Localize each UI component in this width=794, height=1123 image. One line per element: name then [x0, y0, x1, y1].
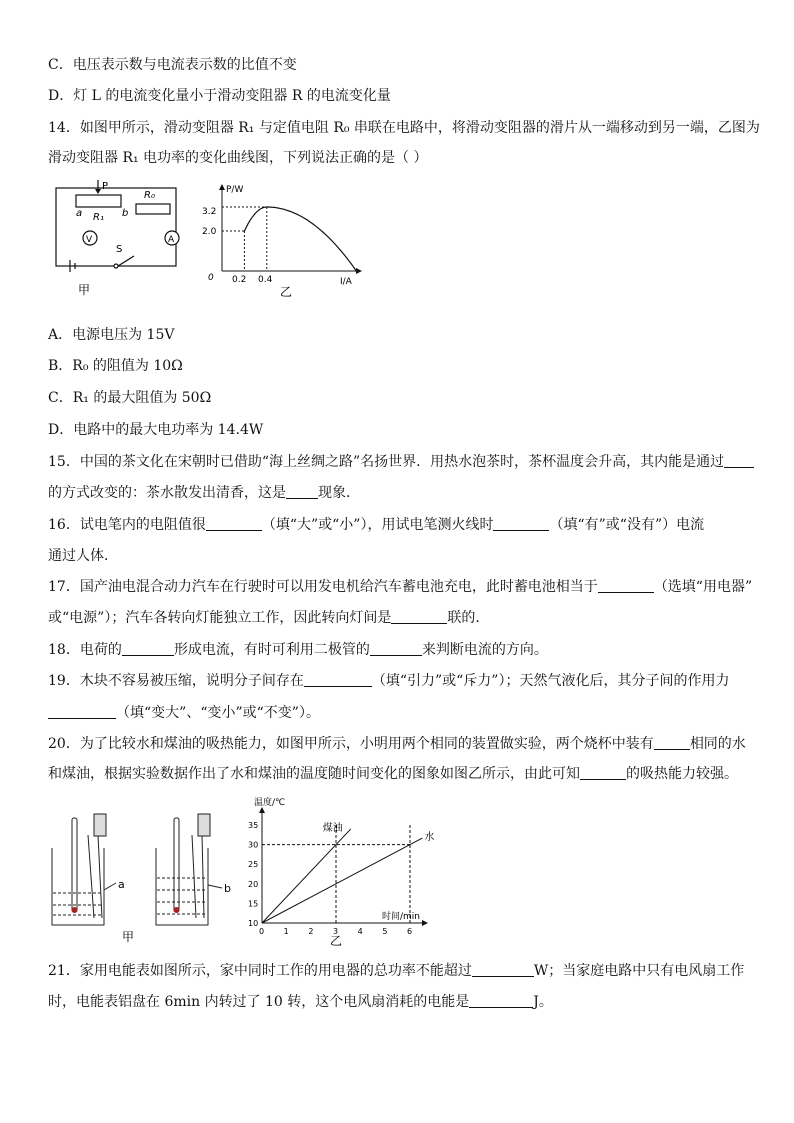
q17-text-d: 联的．	[447, 610, 490, 626]
q15-text-a: 15．中国的茶文化在宋朝时已借助“海上丝绸之路”名扬世界．用热水泡茶时，茶杯温度会升高，其内能是通过	[48, 454, 725, 470]
y-tick-label: 15	[248, 899, 259, 909]
beakers-caption: 甲	[122, 930, 135, 944]
caption-yi: 乙	[280, 285, 293, 299]
label-b: b	[122, 208, 129, 219]
x-tick-label: 4	[357, 927, 363, 936]
x-tick-0-4: 0.4	[258, 275, 273, 285]
y-tick-label: 25	[248, 860, 259, 870]
q21-text-d: J。	[533, 994, 553, 1010]
q15-blank-2[interactable]	[286, 484, 318, 499]
y-tick-3-2: 3.2	[202, 207, 217, 217]
q20-text-c: 和煤油，根据实验数据作出了水和煤油的温度随时间变化的图象如图乙所示，由此可知	[48, 766, 580, 782]
q15-text-c: 现象．	[318, 485, 360, 501]
q16-blank-1[interactable]	[206, 516, 262, 531]
x-tick-label: 0	[259, 927, 265, 936]
heater-b-head-icon	[198, 814, 210, 836]
q16-text-b: （填“大”或“小”），用试电笔测火线时	[261, 517, 494, 533]
q17-text-b: （选填“用电器”	[653, 579, 753, 595]
y-tick-label: 30	[248, 840, 259, 850]
beaker-b-label: b	[224, 882, 231, 895]
label-a: a	[76, 208, 83, 219]
q14-option-b: B．R₀ 的阻值为 10Ω	[48, 358, 183, 374]
pointer-b	[208, 885, 222, 888]
q14-option-d: D．电路中的最大电功率为 14.4W	[48, 422, 264, 438]
q15-text-b: 的方式改变的：茶水散发出清香，这是	[48, 485, 286, 501]
q18-line	[48, 641, 748, 659]
q16-text-c: （填“有”或“没有”）电流	[549, 517, 705, 533]
x-axis-label: I/A	[340, 277, 352, 287]
thermometer-a-icon	[72, 818, 77, 912]
q15-blank-1[interactable]	[724, 453, 754, 468]
q16-text-a: 16．试电笔内的电阻值很	[48, 517, 206, 533]
q17-line2	[48, 609, 748, 627]
label-p: P	[102, 181, 109, 192]
x-tick-0-2: 0.2	[232, 275, 247, 285]
q14-option-c: C．R₁ 的最大阻值为 50Ω	[48, 390, 212, 406]
q18-text-b: 形成电流，有时可利用二极管的	[173, 642, 370, 658]
q19-text-c: （填“变大”、“变小”或“不变”）。	[116, 705, 320, 721]
series-line-water	[262, 838, 422, 923]
q17-text-a: 17．国产油电混合动力汽车在行驶时可以用发电机给汽车蓄电池充电，此时蓄电池相当于	[48, 579, 598, 595]
q21-blank-2[interactable]	[469, 993, 533, 1008]
thermometer-a-bulb-icon	[72, 907, 78, 913]
x-tick-label: 6	[407, 927, 413, 936]
q19-line1	[48, 672, 748, 690]
q21-blank-1[interactable]	[472, 962, 534, 977]
q20-text-a: 20．为了比较水和煤油的吸热能力，如图甲所示，小明用两个相同的装置做实验，两个烧杯中装有	[48, 736, 654, 752]
q13-option-d: D．灯 L 的电流变化量小于滑动变阻器 R 的电流变化量	[48, 88, 391, 104]
switch-contact	[114, 264, 118, 268]
heater-a-head-icon	[94, 814, 106, 836]
y-tick-label: 10	[248, 919, 259, 928]
x-tick-label: 2	[308, 927, 314, 936]
heater-a-rod	[88, 835, 94, 918]
q19-text-b: （填“引力”或“斥力”）；天然气液化后，其分子间的作用力	[371, 673, 730, 689]
y-tick-label: 35	[248, 821, 259, 830]
power-curve	[244, 207, 356, 271]
q19-blank-1[interactable]	[304, 672, 372, 687]
y-tick-label: 20	[248, 879, 259, 889]
x-tick-label: 1	[283, 927, 289, 936]
q21-line1	[48, 962, 748, 980]
power-current-graph	[200, 180, 370, 300]
ammeter-label: A	[168, 235, 175, 245]
q18-blank-1[interactable]	[122, 641, 174, 656]
q19-blank-2[interactable]	[48, 704, 116, 719]
slider-arrow-icon	[95, 189, 101, 194]
q20-blank-2[interactable]	[580, 765, 626, 780]
q20-text-d: 的吸热能力较强。	[626, 766, 738, 782]
q14-stem-line1: 14．如图甲所示，滑动变阻器 R₁ 与定值电阻 R₀ 串联在电路中，将滑动变阻器的滑片从一端移动到另一端，乙图为	[48, 120, 760, 136]
pointer-a	[104, 883, 116, 890]
q20-line1	[48, 735, 748, 753]
q14-stem-line2: 滑动变阻器 R₁ 电功率的变化曲线图，下列说法正确的是（ ）	[48, 150, 428, 166]
q17-line1	[48, 578, 753, 596]
x-tick-label: 5	[382, 927, 388, 936]
q17-blank-1[interactable]	[598, 578, 654, 593]
series-label-kerosene: 煤油	[322, 822, 343, 834]
q16-line2: 通过人体．	[48, 548, 118, 564]
q13-option-c: C．电压表示数与电流表示数的比值不变	[48, 57, 297, 73]
resistor-r0	[136, 204, 170, 214]
voltmeter-label: V	[86, 235, 93, 245]
y-tick-2-0: 2.0	[202, 227, 217, 237]
q18-text-a: 18．电荷的	[48, 642, 122, 658]
q18-text-c: 来判断电流的方向。	[421, 642, 548, 658]
q21-text-b: W；当家庭电路中只有电风扇工作	[533, 963, 745, 979]
label-r0: R₀	[144, 190, 155, 201]
q21-line2	[48, 993, 748, 1011]
caption-jia: 甲	[78, 283, 91, 297]
thermometer-b-bulb-icon	[174, 907, 180, 913]
beaker-a-label: a	[118, 878, 125, 891]
q19-text-a: 19．木块不容易被压缩，说明分子间存在	[48, 673, 304, 689]
q19-line2	[48, 704, 748, 722]
y-axis-label: P/W	[226, 185, 244, 195]
series-label-water: 水	[424, 832, 435, 844]
q21-text-a: 21．家用电能表如图所示，家中同时工作的用电器的总功率不能超过	[48, 963, 472, 979]
origin-label: 0	[208, 273, 214, 283]
q17-blank-2[interactable]	[391, 609, 447, 624]
rheostat-r1	[76, 195, 121, 207]
switch-label: S	[116, 244, 123, 255]
x-axis-arrow-icon	[356, 268, 362, 274]
temperature-time-chart	[240, 785, 445, 950]
heater-b-rod	[192, 835, 196, 918]
label-r1: R₁	[93, 212, 104, 223]
thermometer-b-icon	[174, 818, 179, 912]
beakers-figure	[46, 810, 246, 950]
x-tick-label: 3	[333, 927, 339, 936]
circuit-diagram	[46, 180, 196, 300]
x-axis-arrow-icon	[422, 920, 428, 926]
q20-line2	[48, 765, 748, 783]
q20-text-b: 相同的水	[689, 736, 746, 752]
series-line-kerosene	[262, 829, 351, 923]
q15-line1	[48, 453, 748, 471]
q15-line2	[48, 484, 748, 502]
q20-blank-1[interactable]	[654, 735, 690, 750]
q18-blank-2[interactable]	[370, 641, 422, 656]
chart-caption-yi: 乙	[330, 934, 343, 948]
x-axis-label: 时间/min	[382, 912, 421, 922]
beaker-b-icon	[156, 848, 208, 925]
y-axis-arrow-icon	[219, 184, 225, 190]
q16-line1	[48, 516, 748, 534]
q16-blank-2[interactable]	[493, 516, 549, 531]
q14-option-a: A．电源电压为 15V	[48, 327, 175, 343]
beaker-a-icon	[52, 848, 104, 925]
switch-lever	[118, 256, 134, 266]
q21-text-c: 时，电能表铝盘在 6min 内转过了 10 转，这个电风扇消耗的电能是	[48, 994, 470, 1010]
y-axis-label: 温度/℃	[254, 798, 286, 808]
q17-text-c: 或“电源”）；汽车各转向灯能独立工作，因此转向灯间是	[48, 610, 392, 626]
